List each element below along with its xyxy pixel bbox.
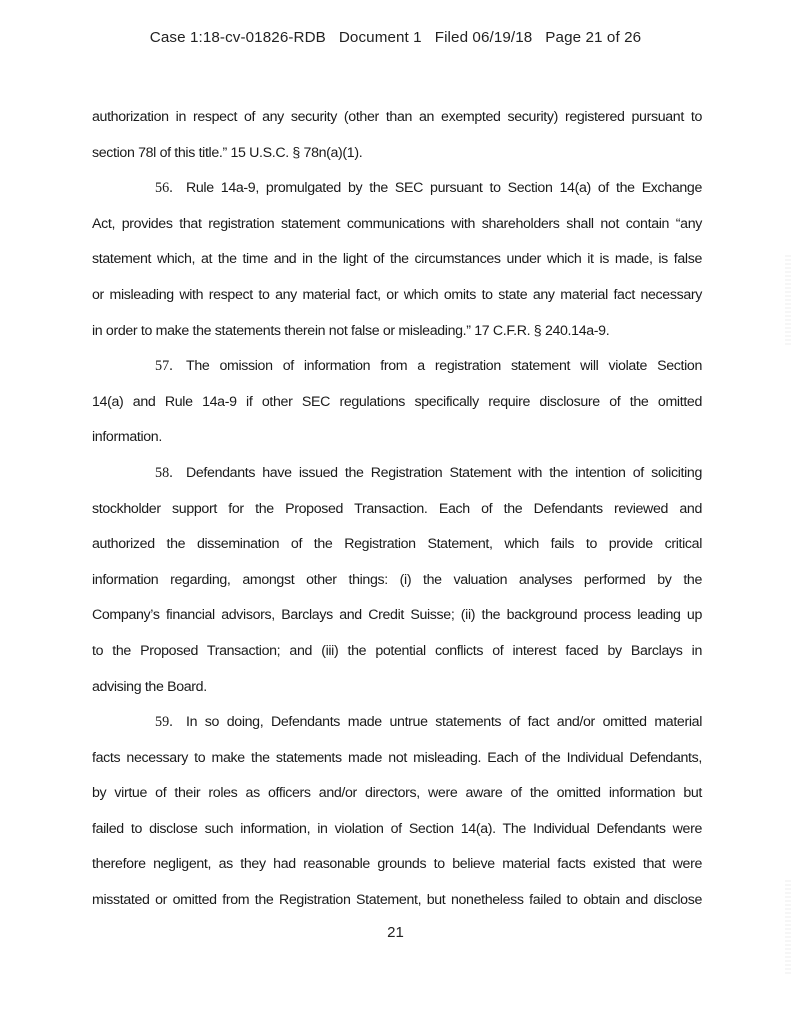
text-line — [92, 496, 702, 532]
text-line — [92, 638, 702, 674]
scan-edge-artifact — [785, 255, 791, 345]
text-line — [92, 567, 702, 603]
paragraph-number: 57. — [155, 358, 173, 375]
line-text: information regarding, amongst other things: (i) the valuation analyses performed by the — [92, 571, 702, 588]
paragraph-57-first-line — [92, 353, 702, 389]
paragraph-58-first-line — [92, 460, 702, 496]
line-text: statement which, at the time and in the light of the circumstances under which it is made, is false — [92, 251, 702, 268]
line-text: authorized the dissemination of the Registration Statement, which fails to provide critical — [92, 536, 702, 553]
paragraph-number: 56. — [155, 180, 173, 197]
line-text: advising the Board. — [92, 678, 207, 695]
line-text: information. — [92, 429, 162, 446]
line-text: Act, provides that registration statement communications with shareholders shall not contain “any — [92, 215, 702, 232]
line-text: failed to disclose such information, in violation of Section 14(a). The Individual Defendants were — [92, 820, 702, 837]
text-line — [92, 318, 702, 354]
line-text: in order to make the statements therein not false or misleading.” 17 C.F.R. § 240.14a-9. — [92, 322, 610, 339]
text-line — [92, 389, 702, 425]
paragraph-56-first-line — [92, 175, 702, 211]
page-number: 21 — [387, 924, 404, 941]
line-text: to the Proposed Transaction; and (iii) the potential conflicts of interest faced by Barclays in — [92, 642, 702, 659]
text-line — [92, 246, 702, 282]
text-line — [92, 104, 702, 140]
text-line — [92, 140, 702, 176]
line-text: In so doing, Defendants made untrue statements of fact and/or omitted material — [186, 714, 702, 731]
text-line — [92, 780, 702, 816]
text-line — [92, 531, 702, 567]
line-text: section 78l of this title.” 15 U.S.C. § 78n(a)(1). — [92, 144, 363, 161]
text-line — [92, 745, 702, 781]
text-line — [92, 424, 702, 460]
scan-edge-artifact — [785, 880, 791, 975]
line-text: Company’s financial advisors, Barclays and Credit Suisse; (ii) the background process leading up — [92, 607, 702, 624]
paragraph-number: 58. — [155, 464, 173, 481]
line-text: The omission of information from a registration statement will violate Section — [186, 358, 702, 375]
text-line — [92, 211, 702, 247]
line-text: Defendants have issued the Registration Statement with the intention of soliciting — [186, 464, 702, 481]
text-line — [92, 674, 702, 710]
text-line — [92, 816, 702, 852]
line-text: stockholder support for the Proposed Transaction. Each of the Defendants reviewed and — [92, 500, 702, 517]
text-line — [92, 851, 702, 887]
paragraph-59-first-line — [92, 709, 702, 745]
line-text: misstated or omitted from the Registration Statement, but nonetheless failed to obtain and disclose — [92, 892, 702, 909]
line-text: by virtue of their roles as officers and/or directors, were aware of the omitted information but — [92, 785, 702, 802]
case-header: Case 1:18-cv-01826-RDB Document 1 Filed 06/19/18 Page 21 of 26 — [149, 29, 642, 46]
line-text: therefore negligent, as they had reasonable grounds to believe material facts existed that were — [92, 856, 702, 873]
line-text: Rule 14a-9, promulgated by the SEC pursuant to Section 14(a) of the Exchange — [186, 180, 702, 197]
line-text: facts necessary to make the statements made not misleading. Each of the Individual Defendants, — [92, 749, 702, 766]
text-line — [92, 887, 702, 923]
line-text: or misleading with respect to any material fact, or which omits to state any material fact necessary — [92, 286, 702, 303]
paragraph-number: 59. — [155, 714, 173, 731]
text-line — [92, 602, 702, 638]
text-line — [92, 282, 702, 318]
line-text: 14(a) and Rule 14a-9 if other SEC regulations specifically require disclosure of the omitted — [92, 393, 702, 410]
line-text: authorization in respect of any security (other than an exempted security) registered pursuant to — [92, 109, 702, 125]
document-body — [92, 104, 702, 923]
